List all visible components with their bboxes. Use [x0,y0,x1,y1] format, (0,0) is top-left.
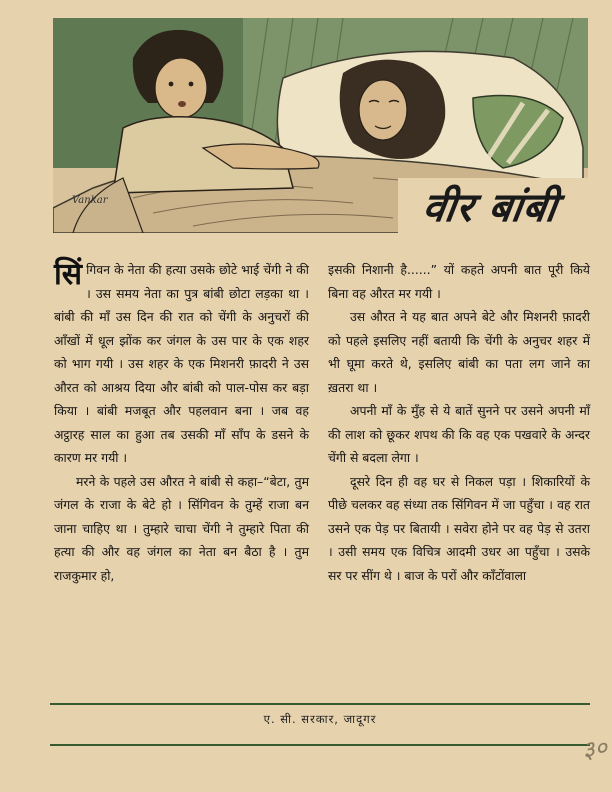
footer-credit: ए. सी. सरकार, जादूगर [263,712,377,726]
paragraph-1-text: गिवन के नेता की हत्या उसके छोटे भाई चेंगी ने की । उस समय नेता का पुत्र बांबी छोटा लड़का था । बांबी की माँ उस दिन की रात को चेंगी के अनुचरों की आँखों में धूल झोंक कर जंगल के उस पार के एक शहर को भाग गयी । उस शहर के एक मिशनरी फ़ादरी ने उस औरत को आश्रय दिया और बांबी को पाल-पोस कर बड़ा किया । बांबी मजबूत और पहलवान बना । जब वह अट्ठारह साल का हुआ तब उसकी माँ साँप के डसने के कारण मर गयी । [54,262,309,465]
page-number: ३० [579,733,610,765]
right-text-column [328,258,590,587]
paragraph-4: उस औरत ने यह बात अपने बेटे और मिशनरी फ़ादरी को पहले इसलिए नहीं बतायी कि चेंगी के अनुचर शहर में भी घूमा करते थे, इसलिए बांबी का पता लग जाने का ख़तरा था । [328,309,590,395]
artist-signature: Vankar [72,195,108,206]
story-title: वीर बांबी [419,185,561,231]
paragraph-1 [54,258,309,470]
paragraph-3: इसकी निशानी है......” यों कहते अपनी बात पूरी किये बिना वह औरत मर गयी । [328,262,590,301]
paragraph-5: अपनी माँ के मुँह से ये बातें सुनने पर उसने अपनी माँ की लाश को छूकर शपथ की कि वह एक पखवारे के अन्दर चेंगी से बदला लेगा । [328,403,590,465]
left-text-column [54,258,309,587]
footer-rule-top [50,703,590,705]
dropcap: सिं [54,257,83,292]
footer-rule-bottom [50,744,590,746]
paragraph-6: दूसरे दिन ही वह घर से निकल पड़ा । शिकारियों के पीछे चलकर वह संध्या तक सिंगिवन में जा पहुँचा । वह रात उसने एक पेड़ पर बितायी । सवेरा होने पर वह पेड़ से उतरा । उसी समय एक विचित्र आदमी उधर आ पहुँचा । उसके सर पर सींग थे । बाज के परों और काँटोंवाला [328,473,590,583]
paragraph-2: मरने के पहले उस औरत ने बांबी से कहा–“बेटा, तुम जंगल के राजा के बेटे हो । सिंगिवन के तुम्हें राजा बन जाना चाहिए था । तुम्हारे चाचा चेंगी ने तुम्हारे पिता की हत्या की और वह जंगल का नेता बन बैठा है । तुम राजकुमार हो, [54,473,309,583]
